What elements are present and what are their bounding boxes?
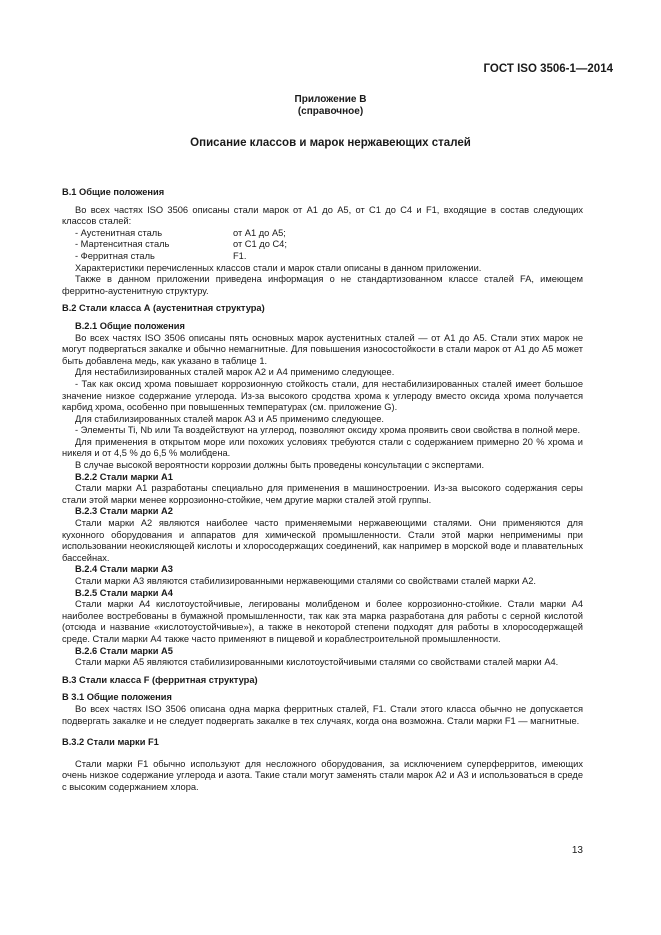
subsection-heading: В.2.4 Стали марки А3 bbox=[75, 564, 173, 575]
list-item-value: от С1 до С4; bbox=[233, 239, 287, 250]
subsection-heading: В.2.5 Стали марки А4 bbox=[75, 587, 173, 598]
list-item bbox=[62, 228, 583, 240]
subsection-heading: В 3.1 Общие положения bbox=[62, 692, 172, 703]
appendix-subtitle: (справочное) bbox=[297, 106, 364, 117]
list-item-value: от А1 до А5; bbox=[233, 227, 286, 238]
section-heading: В.1 Общие положения bbox=[62, 187, 165, 197]
paragraph: Стали марки А2 являются наиболее часто применяемыми нержавеющими сталями. Они применяются для кухонного оборудования и аппаратов для химической промышленности. Стали этой марки неприменимы при использовании неокисляющей кислоты и хлоросодержащих соединений, как например в морской воде и плавательных бассейнах. bbox=[62, 518, 583, 563]
document-code: ГОСТ ISO 3506-1—2014 bbox=[483, 63, 613, 75]
paragraph: Во всех частях ISO 3506 описаны стали марок от А1 до А5, от С1 до С4 и F1, входящие в состав следующих классов сталей: bbox=[62, 204, 583, 227]
subsection-heading: В.2.3 Стали марки А2 bbox=[75, 506, 173, 517]
subsection-heading: В.2.1 Общие положения bbox=[75, 320, 185, 331]
subsection-heading: В.2.6 Стали марки А5 bbox=[75, 645, 173, 656]
paragraph: Стали марки А3 являются стабилизированными нержавеющими сталями со свойствами сталей марки А2. bbox=[75, 576, 536, 586]
paragraph: Стали марки F1 обычно используют для несложного оборудования, за исключением суперферритов, имеющих очень низкое содержание углерода и азота. Такие стали могут заменять стали марок А2 и А3 и использоваться в среде с высоким содержанием хлора. bbox=[62, 758, 583, 792]
paragraph: Также в данном приложении приведена информация о не стандартизованном классе сталей FA, имеющем ферритно-аустенитную структуру. bbox=[62, 274, 583, 296]
page-number: 13 bbox=[571, 845, 583, 856]
list-item-label: - Ферритная сталь bbox=[75, 250, 155, 261]
list-item-label: - Аустенитная сталь bbox=[75, 227, 163, 238]
subsection-heading: В.2.2 Стали марки А1 bbox=[75, 471, 173, 482]
document-body bbox=[62, 187, 583, 794]
page-title: Описание классов и марок нержавеющих сталей bbox=[190, 137, 471, 149]
paragraph: Во всех частях ISO 3506 описаны пять основных марок аустенитных сталей — от А1 до А5. Стали этих марок не могут подвергаться закалке и обычно немагнитные. Для повышения износостойкости в стали марок от А1 до А5 может быть добавлена медь, как указано в таблице 1. bbox=[62, 332, 583, 366]
paragraph: Для применения в открытом море или похожих условиях требуются стали с содержанием примерно 20 % хрома и никеля и от 4,5 % до 6,5 % молибдена. bbox=[62, 436, 583, 459]
paragraph: Во всех частях ISO 3506 описана одна марка ферритных сталей, F1. Стали этого класса обычно не допускается подвергать закалке и не следует подвергать закалке в тех случаях, когда она возможна. Стали марки F1 — магнитные. bbox=[62, 703, 583, 726]
paragraph: - Так как оксид хрома повышает коррозионную стойкость стали, для нестабилизированных сталей имеет большое значение низкое содержание углерода. Из-за высокого сродства хрома к углероду вместо оксида хрома получается карбид хрома, особенно при повышенных температурах (см. приложение G). bbox=[62, 378, 583, 413]
paragraph: Стали марки А5 являются стабилизированными кислотоустойчивыми сталями со свойствами сталей марки А4. bbox=[75, 657, 559, 668]
appendix-title: Приложение В bbox=[294, 94, 367, 105]
section-heading: В.2 Стали класса А (аустенитная структура) bbox=[62, 303, 265, 314]
list-item bbox=[62, 239, 583, 251]
section-heading: В.3 Стали класса F (ферритная структура) bbox=[62, 674, 258, 685]
paragraph: Для стабилизированных сталей марок А3 и А5 применимо следующее. bbox=[75, 413, 384, 424]
subsection-heading: В.3.2 Стали марки F1 bbox=[62, 737, 159, 748]
paragraph: Характеристики перечисленных классов стали и марок стали описаны в данном приложении. bbox=[75, 262, 482, 273]
paragraph: Для нестабилизированных сталей марок А2 и А4 применимо следующее. bbox=[75, 367, 395, 378]
list-item bbox=[62, 251, 583, 263]
list-item-value: F1. bbox=[233, 250, 247, 261]
paragraph: В случае высокой вероятности коррозии должны быть проведены консультации с экспертами. bbox=[75, 460, 485, 471]
paragraph: Стали марки А4 кислотоустойчивые, легированы молибденом и более коррозионно-стойкие. Стали марки А4 наиболее востребованы в бумажной промышленности, так как эта марка разработана для работы с серной кислотой (отсюда и название «кислотоустойчивые»), а также в некоторой степени подходят для работы в хлоросодержащей среде. Стали марки А4 также часто применяют в пищевой и кораблестроительной промышленности. bbox=[62, 599, 583, 644]
paragraph: Стали марки А1 разработаны специально для применения в машиностроении. Из-за высокого содержания серы стали этой марки менее коррозионно-стойкие, чем другие марки сталей этой группы. bbox=[62, 483, 583, 505]
paragraph: - Элементы Ti, Nb или Ta воздействуют на углерод, позволяют оксиду хрома проявить свои свойства в полной мере. bbox=[75, 425, 581, 436]
list-item-label: - Мартенситная сталь bbox=[75, 239, 170, 250]
